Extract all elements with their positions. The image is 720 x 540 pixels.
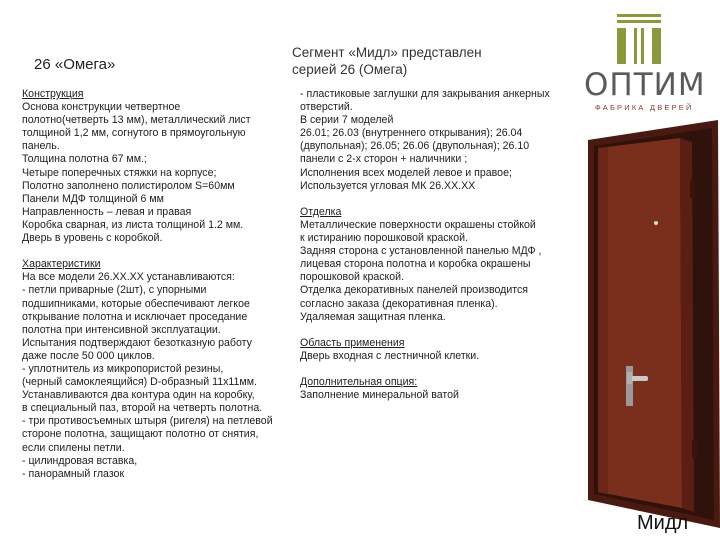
segment-title-line-2: серией 26 (Омега) (292, 62, 408, 77)
construction-line: - уплотнитель из микропористой резины, (22, 362, 224, 375)
construction-line: Толщина полотна 67 мм.; (22, 153, 147, 166)
construction-line: открывание полотна и исключает проседание (22, 310, 248, 323)
specs-line: - пластиковые заглушки для закрывания анкерных (300, 88, 550, 100)
construction-line: - панорамный глазок (22, 467, 125, 480)
construction-line (22, 245, 273, 258)
construction-line: На все модели 26.XX.XX устанавливаются: (22, 271, 235, 284)
segment-footer-label: Мидл (637, 512, 689, 534)
specs-column (300, 88, 550, 402)
construction-line: Испытания подтверждают безотказную работу (22, 336, 252, 349)
construction-line: Коробка сварная, из листа толщиной 1.2 мм. (22, 218, 244, 231)
construction-line: Направленность – левая и правая (22, 205, 192, 218)
segment-title-line-1: Сегмент «Мидл» представлен (292, 45, 482, 60)
specs-heading: Область применения (300, 336, 405, 349)
specs-line: согласно заказа (декоративная пленка). (300, 297, 498, 310)
specs-line: 26.01; 26.03 (внутреннего открывания); 26.04 (300, 127, 523, 140)
construction-line: Устанавливаются два контура один на коробку, (22, 389, 255, 402)
specs-heading: Отделка (300, 205, 342, 218)
segment-title (292, 44, 522, 78)
door-hinge-bottom (692, 440, 697, 458)
specs-line: Отделка декоративных панелей производится (300, 284, 528, 297)
specs-line: Удаляемая защитная пленка. (300, 310, 446, 323)
logo-name: ОПТИМ (584, 67, 706, 103)
construction-line: Панели МДФ толщиной 6 мм (22, 192, 164, 205)
construction-line: стороне полотна, защищают полотно от снятия, (22, 428, 259, 441)
door-handle-icon (630, 376, 648, 381)
construction-line: полотна при интенсивной эксплуатации. (22, 323, 221, 336)
construction-line: если спилены петли. (22, 441, 125, 454)
construction-line: Дверь в уровень с коробкой. (22, 232, 163, 245)
door-leaf (598, 138, 682, 508)
logo-tagline: ФАБРИКА ДВЕРЕЙ (595, 103, 694, 112)
specs-line: отверстий. (300, 101, 353, 114)
construction-line: подшипниками, которые обеспечивают легкое (22, 297, 250, 310)
door-leaf-shade (598, 147, 608, 494)
specs-line: Исполнения всех моделей левое и правое; (300, 166, 512, 179)
specs-line: Используется угловая МК 26.XX.XX (300, 179, 476, 192)
construction-line: Четыре поперечных стяжки на корпусе; (22, 166, 217, 179)
door-illustration (568, 120, 720, 528)
door-hinge-top (690, 180, 695, 198)
construction-line: - три противосъемных штыря (ригеля) на петлевой (22, 415, 273, 428)
specs-line: Задняя сторона с установленной панелью МДФ , (300, 245, 542, 258)
construction-column (22, 88, 273, 481)
construction-heading: Конструкция (22, 88, 84, 100)
construction-line: (черный самоклеящийся) D-образный 11х11мм. (22, 376, 257, 389)
specs-line: лицевая сторона полотна и коробка окрашены (300, 258, 531, 271)
specs-line: (двупольная); 26.05; 26.06 (двупольная); 26.10 (300, 140, 530, 153)
specs-line (300, 363, 550, 376)
specs-line (300, 193, 550, 206)
specs-line: В серии 7 моделей (300, 114, 394, 127)
specs-line: Заполнение минеральной ватой (300, 389, 459, 402)
specs-line: к истиранию порошковой краской. (300, 232, 469, 245)
specs-line: порошковой краской. (300, 271, 405, 284)
door-handle-base (627, 372, 632, 384)
specs-line: панели с 2-х сторон + наличники ; (300, 153, 468, 166)
model-title: 26 «Омега» (34, 56, 116, 73)
door-peephole-icon (654, 221, 658, 225)
construction-line: панель. (22, 140, 60, 153)
specs-line: Металлические поверхности окрашены стойкой (300, 218, 536, 231)
construction-line: даже после 50 000 циклов. (22, 349, 155, 362)
specs-heading: Дополнительная опция: (300, 376, 418, 389)
construction-line: - петли приварные (2шт), с упорными (22, 284, 207, 297)
construction-line: в специальный паз, второй на четверть полотна. (22, 402, 263, 415)
construction-line: Полотно заполнено полистиролом S=60мм (22, 179, 235, 192)
construction-line: Основа конструкции четвертное (22, 101, 181, 114)
construction-heading: Характеристики (22, 258, 101, 271)
construction-line: толщиной 1,2 мм, согнутого в прямоугольную (22, 127, 246, 140)
specs-line: Дверь входная с лестничной клетки. (300, 349, 480, 362)
construction-line: полотно(четверть 13 мм), металлический лист (22, 114, 251, 127)
optim-logo-icon (617, 14, 661, 64)
construction-line: - цилиндровая вставка, (22, 454, 138, 467)
specs-line (300, 324, 550, 337)
